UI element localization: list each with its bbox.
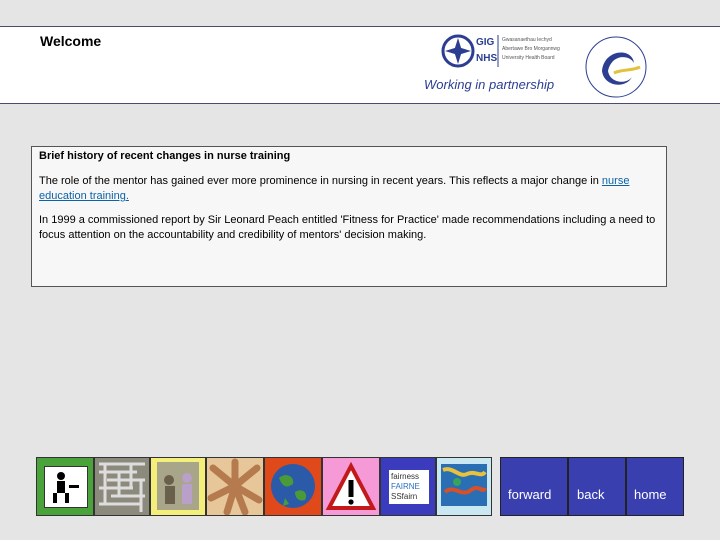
- page-title: Welcome: [40, 33, 102, 49]
- fairness-line-3: SSfairn: [391, 492, 418, 501]
- fairness-line-1: fairness: [391, 472, 420, 481]
- university-crest-icon: [574, 33, 658, 101]
- painting-icon: [437, 458, 491, 515]
- content-panel: [31, 146, 667, 287]
- tile-globe[interactable]: [264, 457, 322, 516]
- people-photo-icon: [151, 458, 205, 515]
- svg-text:GIG: GIG: [476, 37, 495, 48]
- warning-icon: [323, 458, 379, 515]
- paragraph-1: [39, 174, 659, 204]
- tile-figure[interactable]: [36, 457, 94, 516]
- tile-painting[interactable]: [436, 457, 492, 516]
- tagline: Working in partnership: [424, 77, 555, 92]
- maze-icon: [95, 458, 149, 515]
- figure-icon: [44, 466, 88, 508]
- hands-icon: [207, 458, 263, 515]
- content-heading: Brief history of recent changes in nurse training: [39, 150, 291, 162]
- globe-icon: [265, 458, 321, 515]
- home-label[interactable]: home: [634, 487, 667, 502]
- svg-text:University Health Board: University Health Board: [502, 55, 555, 61]
- tile-maze[interactable]: [94, 457, 150, 516]
- nhs-logo: [440, 29, 565, 73]
- nurse-education-link[interactable]: nurse education training.: [39, 175, 630, 202]
- paragraph-1-text: The role of the mentor has gained ever more prominence in nursing in recent years. This reflects a major change in: [39, 175, 602, 187]
- fairness-line-2: FAIRNE: [391, 482, 420, 491]
- svg-text:Gwasanaethau Iechyd: Gwasanaethau Iechyd: [502, 37, 552, 43]
- paragraph-2: In 1999 a commissioned report by Sir Leonard Peach entitled 'Fitness for Practice' made recommendations including a need to focus attention on the accountability and credibility of mentors' decision making.: [39, 214, 656, 241]
- header-banner: [0, 26, 720, 104]
- svg-text:Abertawe Bro Morgannwg: Abertawe Bro Morgannwg: [502, 46, 560, 52]
- forward-label[interactable]: forward: [508, 487, 552, 502]
- tile-warning[interactable]: [322, 457, 380, 516]
- svg-text:NHS: NHS: [476, 53, 498, 64]
- fairness-card: [389, 470, 429, 504]
- tile-fairness[interactable]: [380, 457, 436, 516]
- tile-photo-people[interactable]: [150, 457, 206, 516]
- tile-hands[interactable]: [206, 457, 264, 516]
- back-label[interactable]: back: [577, 487, 605, 502]
